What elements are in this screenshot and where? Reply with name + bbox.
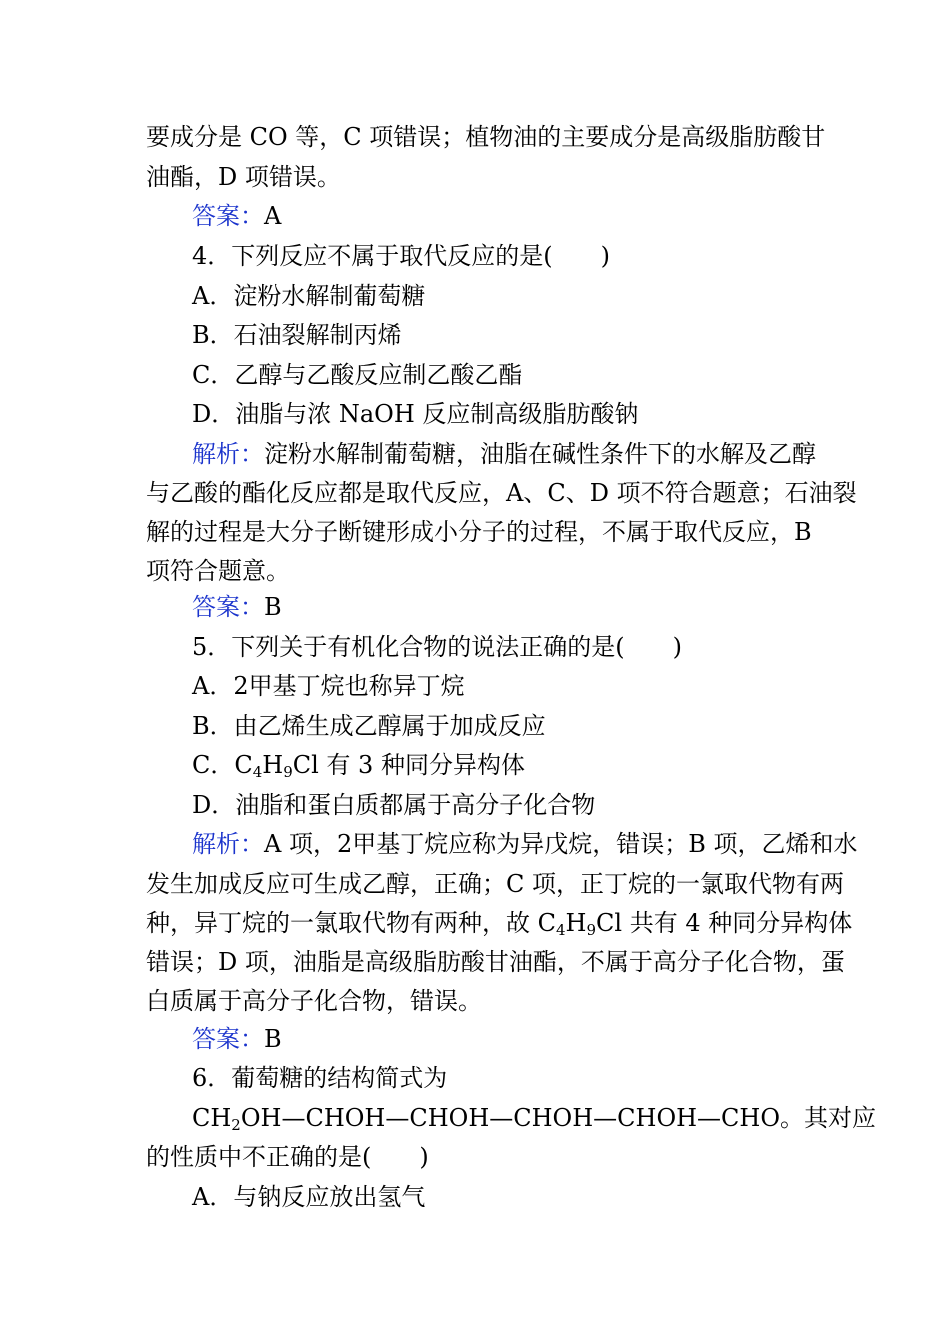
answer-value: B (264, 593, 282, 621)
question-5-option-b: B．由乙烯生成乙醇属于加成反应 (192, 712, 546, 740)
formula-text: OH—CHOH—CHOH—CHOH—CHOH—CHO。其对应 (240, 1104, 877, 1132)
question-4-stem (192, 241, 808, 271)
subscript: 9 (586, 921, 597, 939)
subscript: 9 (283, 763, 293, 781)
answer-value: B (264, 1025, 282, 1053)
subscript: 4 (556, 921, 566, 939)
question-5-analysis-line-2: 发生加成反应可生成乙醇，正确；C 项，正丁烷的一氯取代物有两 (146, 870, 844, 898)
answer-label: 答案： (192, 593, 264, 621)
analysis-text: H (565, 909, 587, 937)
subscript: 2 (231, 1116, 241, 1134)
question-6-formula (192, 1103, 877, 1134)
analysis-text: 种，异丁烷的一氯取代物有两种，故 C (146, 909, 556, 937)
question-4-analysis-line-2: 与乙酸的酯化反应都是取代反应，A、C、D 项不符合题意；石油裂 (146, 479, 857, 507)
closing-paren: ) (600, 242, 611, 270)
question-4-analysis-line-1 (192, 439, 816, 469)
analysis-label: 解析： (192, 440, 264, 468)
analysis-text: Cl 共有 4 种同分异构体 (596, 909, 853, 937)
question-5-analysis-line-1 (192, 829, 858, 859)
question-4-option-d: D．油脂与浓 NaOH 反应制高级脂肪酸钠 (192, 400, 639, 428)
question-text: 4．下列反应不属于取代反应的是( (192, 242, 553, 270)
analysis-text: 淀粉水解制葡萄糖，油脂在碱性条件下的水解及乙醇 (264, 440, 816, 468)
option-text: C．C (192, 751, 253, 779)
answer-label: 答案： (192, 1025, 264, 1053)
option-text: H (262, 751, 284, 779)
question-6-option-a: A．与钠反应放出氢气 (192, 1183, 426, 1211)
continuation-line-1: 要成分是 CO 等，C 项错误；植物油的主要成分是高级脂肪酸甘 (146, 123, 826, 151)
question-4-option-b: B．石油裂解制丙烯 (192, 321, 402, 349)
question-text: 5．下列关于有机化合物的说法正确的是( (192, 633, 625, 661)
analysis-label: 解析： (192, 830, 264, 858)
question-5-analysis-line-5: 白质属于高分子化合物，错误。 (146, 987, 482, 1015)
question-5-option-d: D．油脂和蛋白质都属于高分子化合物 (192, 791, 596, 819)
answer-4 (192, 592, 808, 622)
analysis-text: A 项，2甲基丁烷应称为异戊烷，错误；B 项，乙烯和水 (264, 830, 858, 858)
question-4-option-a: A．淀粉水解制葡萄糖 (192, 282, 426, 310)
closing-paren: ) (419, 1143, 429, 1171)
question-5-stem (192, 632, 808, 662)
option-text: Cl 有 3 种同分异构体 (292, 751, 525, 779)
question-5-analysis-line-4: 错误；D 项，油脂是高级脂肪酸甘油酯，不属于高分子化合物，蛋 (146, 948, 845, 976)
question-5-option-a: A．2甲基丁烷也称异丁烷 (192, 672, 465, 700)
answer-value: A (264, 202, 282, 230)
question-text: 的性质中不正确的是( (146, 1143, 372, 1171)
answer-3 (192, 201, 808, 231)
question-5-analysis-line-3 (146, 908, 853, 939)
formula-text: CH (192, 1104, 232, 1132)
answer-label: 答案： (192, 202, 264, 230)
continuation-line-2: 油酯，D 项错误。 (146, 163, 341, 191)
question-4-analysis-line-3: 解的过程是大分子断键形成小分子的过程，不属于取代反应，B (146, 518, 812, 546)
question-5-option-c (192, 750, 808, 780)
question-6-stem-line-3 (146, 1142, 808, 1172)
question-6-stem: 6．葡萄糖的结构简式为 (192, 1064, 448, 1092)
closing-paren: ) (672, 633, 683, 661)
question-4-analysis-line-4: 项符合题意。 (146, 557, 290, 585)
question-4-option-c: C．乙醇与乙酸反应制乙酸乙酯 (192, 361, 523, 389)
answer-5 (192, 1024, 808, 1054)
subscript: 4 (252, 763, 263, 781)
